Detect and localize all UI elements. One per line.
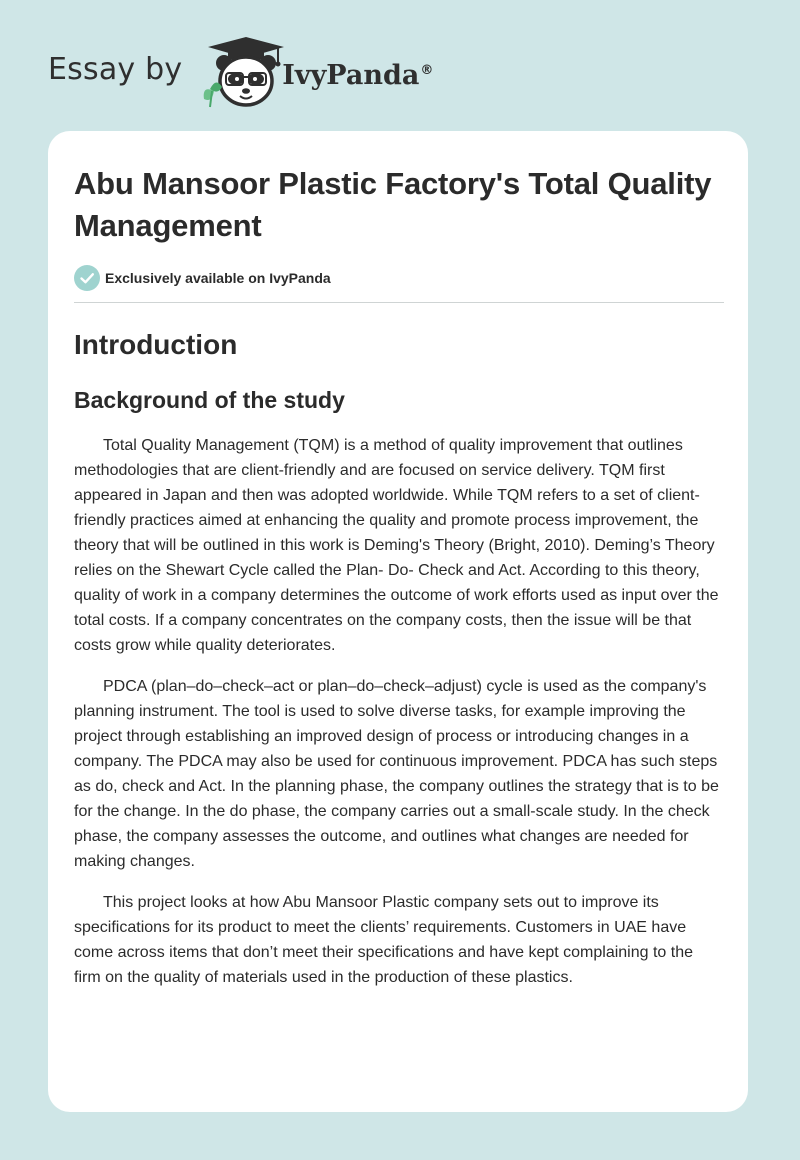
brand-name[interactable]: IvyPanda® — [282, 59, 434, 91]
exclusive-badge — [74, 265, 724, 291]
subsection-heading-background: Background of the study — [74, 387, 345, 413]
check-circle-icon — [74, 265, 100, 291]
essay-card — [48, 131, 748, 1112]
section-heading-introduction: Introduction — [74, 329, 238, 360]
body-paragraph: PDCA (plan–do–check–act or plan–do–check–adjust) cycle is used as the company's planning instrument. The tool is used to solve diverse tasks, for example improving the project through establishing an improved design of process or introducing changes in a company. The PDCA may also be used for continuous improvement. PDCA has such steps as do, check and Act. In the planning phase, the company outlines the strategy that is to be for the change. In the do phase, the company carries out a small-scale study. In the check phase, the company assesses the outcome, and outlines what changes are needed for making changes. — [74, 678, 719, 870]
site-header — [48, 36, 433, 110]
page-title: Abu Mansoor Plastic Factory's Total Quality Management — [74, 166, 712, 243]
title-divider — [74, 302, 724, 303]
essay-content — [74, 163, 724, 990]
body-paragraph: Total Quality Management (TQM) is a method of quality improvement that outlines methodologies that are client-friendly and are focused on service delivery. TQM first appeared in Japan and then was adopted worldwide. While TQM refers to a set of client-friendly practices aimed at enhancing the quality and promote process improvement, the theory that will be outlined in this work is Deming's Theory (Bright, 2010). Deming’s Theory relies on the Shewart Cycle called the Plan- Do- Check and Act. According to this theory, quality of work in a company determines the outcome of work efforts used as input over the total costs. If a company concentrates on the company costs, then the issue will be that costs grow while quality deteriorates. — [74, 437, 719, 654]
registered-mark: ® — [420, 62, 434, 78]
exclusive-badge-text: Exclusively available on IvyPanda — [105, 270, 331, 286]
body-paragraph: This project looks at how Abu Mansoor Plastic company sets out to improve its specifications for its product to meet the clients’ requirements. Customers in UAE have come across items that don’t meet their specifications and have kept complaining to the firm on the quality of materials used in the production of these plastics. — [74, 894, 693, 986]
panda-logo-icon[interactable] — [196, 37, 288, 109]
brand-prefix: Essay by — [48, 51, 183, 87]
